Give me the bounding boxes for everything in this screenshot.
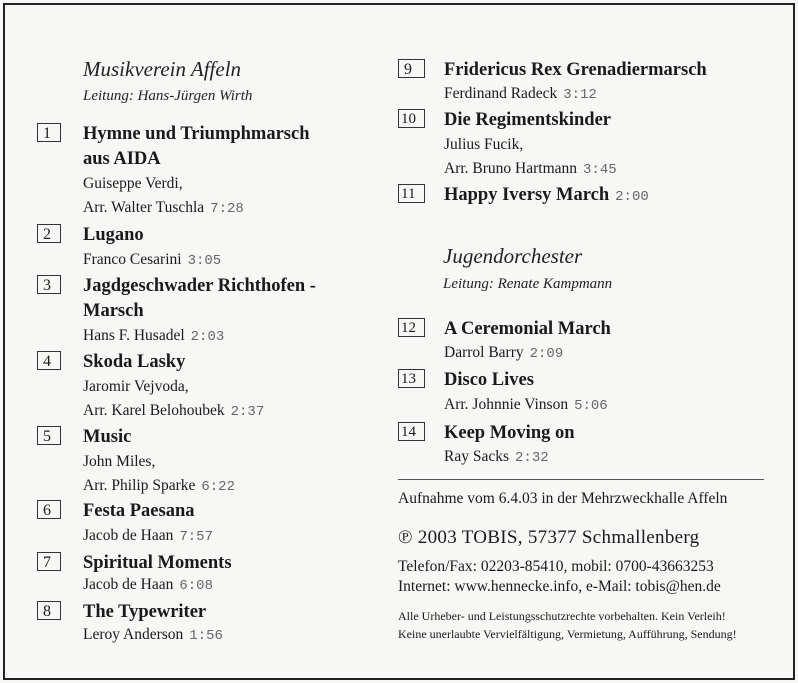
ensemble-title-musikverein: Musikverein Affeln	[83, 57, 242, 81]
track-number: 6	[37, 500, 61, 519]
phonogram-icon: ℗	[398, 527, 413, 548]
composer-duration: Ferdinand Radeck 3:12	[444, 85, 597, 103]
track-title: Skoda Lasky	[83, 352, 186, 372]
track-number: 2	[37, 224, 61, 243]
track-title: Lugano	[83, 225, 144, 245]
composer-duration: Jacob de Haan 6:08	[83, 576, 213, 594]
arranger-duration: Arr. Walter Tuschla 7:28	[83, 199, 244, 217]
duration: 7:28	[210, 201, 244, 217]
duration: 2:03	[190, 329, 225, 345]
duration: 7:57	[179, 529, 213, 545]
divider	[398, 479, 764, 480]
track-number: 7	[37, 552, 61, 571]
duration: 3:45	[583, 162, 617, 178]
composer: Jaromir Vejvoda,	[83, 378, 189, 395]
duration: 1:56	[189, 628, 223, 644]
arranger-duration: Arr. Philip Sparke 6:22	[83, 477, 235, 495]
track-number: 1	[37, 123, 61, 142]
track-number: 3	[37, 275, 61, 294]
recording-note: Aufnahme vom 6.4.03 in der Mehrzweckhalle Affeln	[398, 490, 728, 507]
track-number: 5	[37, 426, 61, 445]
track-number: 9	[398, 59, 425, 78]
duration: 2:32	[515, 450, 549, 466]
rights-notice-2: Keine unerlaubte Vervielfältigung, Vermietung, Aufführung, Sendung!	[398, 627, 737, 641]
track-title: Jagdgeschwader Richthofen -	[83, 276, 316, 296]
ensemble-title-jugendorchester: Jugendorchester	[443, 244, 583, 268]
track-title-duration: Happy Iversy March 2:00	[444, 185, 649, 205]
arranger-duration: Arr. Bruno Hartmann 3:45	[444, 160, 617, 178]
track-title: A Ceremonial March	[444, 319, 611, 339]
duration: 2:37	[230, 404, 265, 420]
track-number: 12	[398, 318, 425, 337]
track-title: Music	[83, 427, 132, 447]
track-title: Festa Paesana	[83, 501, 195, 521]
duration: 3:05	[187, 253, 222, 269]
track-number: 10	[398, 109, 425, 128]
duration: 6:08	[179, 578, 213, 594]
track-title: The Typewriter	[83, 602, 207, 622]
composer-duration: Jacob de Haan 7:57	[83, 527, 213, 545]
contact-phone: Telefon/Fax: 02203-85410, mobil: 0700-43663253	[398, 558, 714, 575]
duration: 5:06	[574, 398, 608, 414]
track-title: Die Regimentskinder	[444, 110, 611, 130]
composer: Julius Fucik,	[444, 136, 524, 153]
composer-duration: Franco Cesarini 3:05	[83, 251, 222, 269]
track-title: Spiritual Moments	[83, 553, 232, 573]
track-title: Hymne und Triumphmarsch	[83, 124, 310, 144]
duration: 6:22	[201, 479, 235, 495]
track-title: Keep Moving on	[444, 423, 575, 443]
track-number: 14	[398, 422, 425, 441]
composer: John Miles,	[83, 453, 156, 470]
rights-notice-1: Alle Urheber- und Leistungsschutzrechte vorbehalten. Kein Verleih!	[398, 609, 726, 623]
track-title: Fridericus Rex Grenadiermarsch	[444, 60, 707, 80]
duration: 3:12	[563, 87, 597, 103]
arranger-duration: Arr. Karel Belohoubek 2:37	[83, 402, 265, 420]
track-number: 13	[398, 369, 425, 388]
composer-duration: Hans F. Husadel 2:03	[83, 327, 225, 345]
track-title-cont: aus AIDA	[83, 149, 161, 169]
duration: 2:09	[529, 346, 564, 362]
composer-duration: Ray Sacks 2:32	[444, 448, 549, 466]
composer-duration: Leroy Anderson 1:56	[83, 626, 223, 644]
track-title: Disco Lives	[444, 370, 534, 390]
conductor-line-jugendorchester: Leitung: Renate Kampmann	[443, 276, 613, 292]
arranger-duration: Arr. Johnnie Vinson 5:06	[444, 396, 608, 414]
track-number: 11	[398, 184, 425, 203]
contact-web-email: Internet: www.hennecke.info, e-Mail: tobis@hen.de	[398, 578, 721, 595]
composer-duration: Darrol Barry 2:09	[444, 344, 564, 362]
composer: Guiseppe Verdi,	[83, 175, 183, 192]
duration: 2:00	[615, 189, 649, 205]
track-number: 4	[37, 351, 61, 370]
track-title-cont: Marsch	[83, 301, 144, 321]
copyright-line: ℗ 2003 TOBIS, 57377 Schmallenberg	[398, 527, 700, 548]
conductor-line-musikverein: Leitung: Hans-Jürgen Wirth	[83, 88, 253, 104]
track-number: 8	[37, 601, 61, 620]
